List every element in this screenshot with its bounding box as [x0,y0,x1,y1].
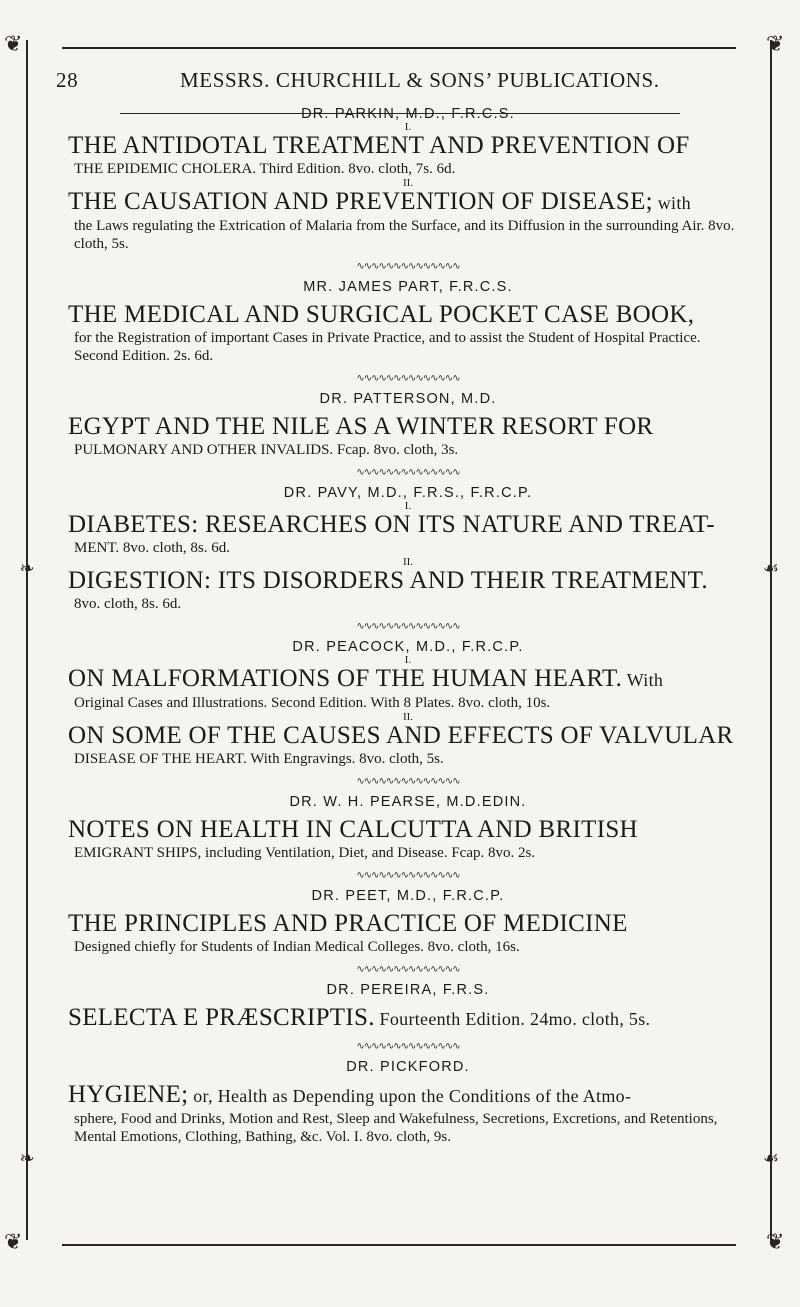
work-title [68,188,748,217]
wavy-divider: ∿∿∿∿∿∿∿∿∿∿∿∿∿∿ [356,776,460,787]
work-numeral: II. [402,711,414,723]
author-name: DR. PICKFORD. [346,1059,470,1075]
work-description: EMIGRANT SHIPS, including Ventilation, Diet, and Disease. Fcap. 8vo. 2s. [74,845,536,861]
author-name: DR. PEACOCK, M.D., F.R.C.P. [292,639,524,655]
work-title-main: ON MALFORMATIONS OF THE HUMAN HEART. [68,665,623,692]
work-numeral: II. [402,177,414,189]
corner-ornament-icon: ❦ [4,32,23,57]
work-title-main: NOTES ON HEALTH IN CALCUTTA AND BRITISH [68,816,638,843]
author-name: DR. PEREIRA, F.R.S. [326,982,490,998]
work-title [68,910,748,938]
work-title [68,301,748,329]
work-title-main: HYGIENE; [68,1081,189,1108]
work-title [68,1081,748,1110]
work-title [68,132,748,160]
work-description: for the Registration of important Cases in Private Practice, and to assist the Student of Hospital Practice. Second Edition. 2s. 6d. [74,330,701,364]
author-name: DR. PAVY, M.D., F.R.S., F.R.C.P. [283,485,533,501]
work-description: sphere, Food and Drinks, Motion and Rest, Sleep and Wakefulness, Secretions, Excretions, and Retentions, Mental Emotions, Clothing, Bathing, &c. Vol. I. 8vo. cloth, 9s. [74,1111,718,1145]
work-title-main: THE MEDICAL AND SURGICAL POCKET CASE BOOK, [68,301,695,328]
author-entry [68,259,748,365]
wavy-divider: ∿∿∿∿∿∿∿∿∿∿∿∿∿∿ [356,870,460,881]
work-description: Original Cases and Illustrations. Second Edition. With 8 Plates. 8vo. cloth, 10s. [74,695,551,711]
bottom-border-rule [62,1244,736,1246]
author-entry [68,1039,748,1146]
work-description: DISEASE OF THE HEART. With Engravings. 8vo. cloth, 5s. [74,751,444,767]
side-ornament-icon: ❧ [19,558,35,579]
work-title-main: DIABETES: RESEARCHES ON ITS NATURE AND TREAT- [68,511,715,538]
work-title-tail: Fourteenth Edition. 24mo. cloth, 5s. [374,1009,651,1029]
work-description: the Laws regulating the Extrication of Malaria from the Surface, and its Diffusion in the surrounding Air. 8vo. cloth, 5s. [74,218,735,252]
corner-ornament-icon: ❦ [766,1230,785,1255]
work-title-tail: or, Health as Depending upon the Conditions of the Atmo- [188,1086,632,1106]
side-ornament-icon: ☙ [762,558,780,579]
work-title-main: THE CAUSATION AND PREVENTION OF DISEASE; [68,188,653,215]
side-ornament-icon: ❧ [19,1148,35,1169]
page-number: 28 [56,68,79,92]
work-title-tail: with [652,193,691,213]
author-entry [68,106,748,253]
work-title [68,665,748,694]
catalogue-listing [68,100,748,1148]
author-name: DR. PATTERSON, M.D. [319,391,497,407]
work-description: THE EPIDEMIC CHOLERA. Third Edition. 8vo. cloth, 7s. 6d. [74,161,456,177]
work-numeral: I. [404,121,412,133]
wavy-divider: ∿∿∿∿∿∿∿∿∿∿∿∿∿∿ [356,1041,460,1052]
wavy-divider: ∿∿∿∿∿∿∿∿∿∿∿∿∿∿ [356,373,460,384]
running-title: MESSRS. CHURCHILL & SONS’ PUBLICATIONS. [180,68,660,92]
right-border-rule [770,40,772,1240]
author-entry [68,619,748,768]
work-description: Designed chiefly for Students of Indian Medical Colleges. 8vo. cloth, 16s. [74,939,520,955]
author-name: DR. W. H. PEARSE, M.D.EDIN. [289,794,527,810]
work-title [68,511,748,539]
work-title-tail: With [622,670,664,690]
work-title [68,567,748,595]
wavy-divider: ∿∿∿∿∿∿∿∿∿∿∿∿∿∿ [356,467,460,478]
wavy-divider: ∿∿∿∿∿∿∿∿∿∿∿∿∿∿ [356,621,460,632]
work-title [68,413,748,441]
work-numeral: II. [402,556,414,568]
work-title-main: DIGESTION: ITS DISORDERS AND THEIR TREATMENT. [68,567,708,594]
work-description: MENT. 8vo. cloth, 8s. 6d. [74,540,230,556]
wavy-divider: ∿∿∿∿∿∿∿∿∿∿∿∿∿∿ [356,964,460,975]
work-title-main: EGYPT AND THE NILE AS A WINTER RESORT FOR [68,413,654,440]
work-title-main: THE PRINCIPLES AND PRACTICE OF MEDICINE [68,910,628,937]
corner-ornament-icon: ❦ [4,1230,23,1255]
author-entry [68,868,748,956]
work-title-main: SELECTA E PRÆSCRIPTIS. [68,1004,375,1031]
corner-ornament-icon: ❦ [766,32,785,57]
author-entry [68,774,748,862]
wavy-divider: ∿∿∿∿∿∿∿∿∿∿∿∿∿∿ [356,261,460,272]
author-name: DR. PARKIN, M.D., F.R.C.S. [301,106,515,122]
work-numeral: I. [404,500,412,512]
side-ornament-icon: ☙ [762,1148,780,1169]
top-border-rule [62,47,736,49]
author-entry [68,465,748,613]
work-title-main: THE ANTIDOTAL TREATMENT AND PREVENTION OF [68,132,690,159]
work-title [68,722,748,750]
work-description: PULMONARY AND OTHER INVALIDS. Fcap. 8vo. cloth, 3s. [74,442,459,458]
author-name: DR. PEET, M.D., F.R.C.P. [311,888,505,904]
author-name: MR. JAMES PART, F.R.C.S. [303,279,513,295]
work-description: 8vo. cloth, 8s. 6d. [74,596,182,612]
author-entry [68,371,748,459]
work-numeral: I. [404,654,412,666]
work-title [68,1004,748,1033]
work-title-main: ON SOME OF THE CAUSES AND EFFECTS OF VALVULAR [68,722,734,749]
author-entry [68,962,748,1033]
work-title [68,816,748,844]
left-border-rule [26,40,28,1240]
